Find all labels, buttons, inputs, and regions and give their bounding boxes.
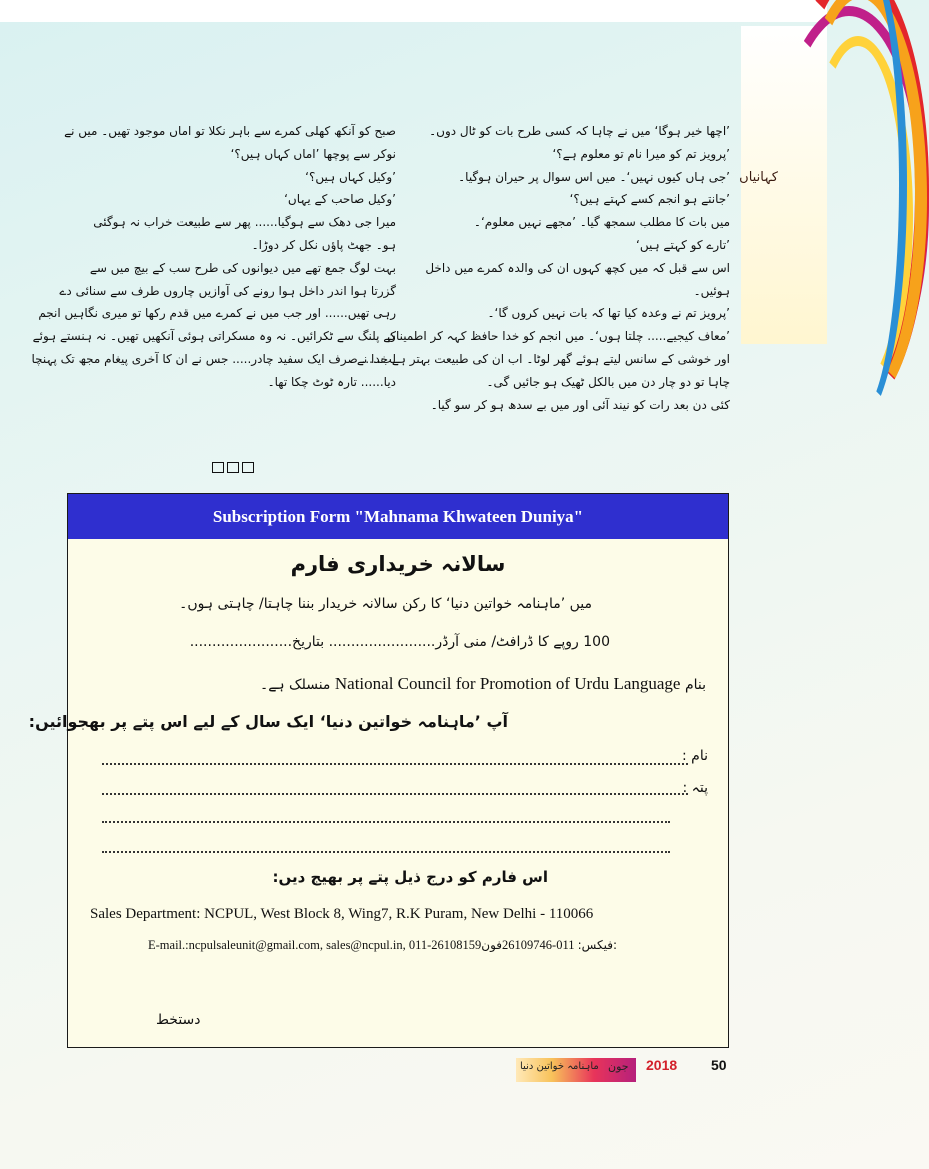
form-title: سالانہ خریداری فارم [290, 552, 506, 576]
story-line: اور خوشی کے سانس لیتے ہوئے گھر لوٹا۔ اب ان کی طبیعت بہتر ہے خدا نے [356, 351, 730, 366]
payee-name: National Council for Promotion of Urdu Language [334, 674, 681, 693]
story-line: چاہا تو دو چار دن میں بالکل ٹھیک ہو جائیں گی۔ [486, 374, 730, 389]
end-marker-square [242, 462, 254, 473]
decorative-swirl-art [741, 26, 827, 344]
payee-line [260, 674, 706, 694]
story-line: گزرتا ہوا اندر داخل ہوا رونے کی آوازیں چاروں طرف سے سنائی دے [59, 283, 396, 298]
contact-line [148, 938, 617, 953]
section-label: کہانیاں [739, 170, 778, 185]
address-field-line-3[interactable] [102, 850, 670, 853]
sales-address: Sales Department: NCPUL, West Block 8, Wing7, R.K Puram, New Delhi - 110066 [90, 906, 594, 922]
contact-phone: 011-26109746 [502, 938, 575, 952]
story-column-right [356, 120, 730, 416]
story-line: ’معاف کیجیے..... چلتا ہوں‘۔ میں انجم کو خدا حافظ کہہ کر اطمینان [387, 329, 730, 344]
page-number: 50 [711, 1057, 727, 1073]
story-line: ہوئیں۔ [693, 283, 730, 298]
name-field[interactable] [102, 762, 688, 765]
story-line: کے پلنگ سے ٹکرائیں۔ نہ وہ مسکراتی ہوئی آنکھیں تھیں۔ نہ ہنستے ہوئے [32, 329, 396, 344]
draft-line[interactable]: 100 روپے کا ڈرافٹ/ منی آرڈر........................ بتاریخ....................... [189, 634, 610, 650]
end-marker-square [227, 462, 239, 473]
story-line: ہو۔ جھٹ پاؤں نکل کر دوڑا۔ [251, 237, 396, 252]
story-line: دیا...... تارہ ٹوٹ چکا تھا۔ [267, 374, 396, 389]
story-line: صبح کو آنکھ کھلی کمرے سے باہر نکلا تو اماں موجود تھیں۔ میں نے [64, 124, 396, 138]
story-line: لب..... صرف ایک سفید چادر..... جس نے ان کا آخری پیغام مجھ تک پہنچا [31, 351, 396, 366]
top-margin [0, 0, 827, 22]
payee-prefix: بنام [684, 677, 706, 693]
story-line: بہت لوگ جمع تھے میں دیوانوں کی طرح سب کے بیچ میں سے [89, 260, 396, 275]
fax-label: فیکس: [577, 938, 613, 952]
story-column-left [31, 120, 396, 394]
end-of-story-marker [212, 462, 254, 473]
send-form-line: اس فارم کو درج ذیل پتے پر بھیج دیں: [272, 868, 548, 886]
story-line: رہی تھیں...... اور جب میں نے کمرے میں قدم رکھا تو میری نگاہیں انجم [38, 306, 396, 321]
story-line: ’وکیل صاحب کے یہاں‘ [284, 192, 396, 207]
story-line: کئی دن بعد رات کو نیند آئی اور میں بے سدھ ہو کر سو گیا۔ [430, 397, 730, 412]
contact-fax: 011-26108159 [408, 938, 482, 952]
signature-label: دستخط [156, 1012, 201, 1028]
address-label: پتہ : [682, 780, 708, 796]
story-line: ’وکیل کہاں ہیں؟‘ [305, 169, 396, 184]
story-line: اس سے قبل کہ میں کچھ کہوں ان کی والدہ کمرے میں داخل [425, 260, 730, 275]
story-line: ’پرویز تم نے وعدہ کیا تھا کہ بات نہیں کروں گا‘۔ [487, 306, 730, 321]
form-header: Subscription Form "Mahnama Khwateen Duniya" [68, 494, 728, 539]
story-line: ’اچھا خیر ہوگا‘ میں نے چاہا کہ کسی طرح بات کو ٹال دوں۔ [429, 124, 730, 138]
subscription-form [28, 493, 729, 1048]
address-field-line-1[interactable] [102, 792, 688, 795]
story-line: نوکر سے پوچھا ’اماں کہاں ہیں؟‘ [230, 146, 396, 161]
story-line: ’جانتے ہو انجم کسے کہتے ہیں؟‘ [569, 192, 730, 207]
form-intro: میں ’ماہنامہ خواتین دنیا‘ کا رکن سالانہ خریدار بننا چاہتا/ چاہتی ہوں۔ [179, 596, 592, 612]
address-field-line-2[interactable] [102, 820, 670, 823]
send-to-line: آپ ’ماہنامہ خواتین دنیا‘ ایک سال کے لیے اس پتے پر بھجوائیں: [28, 712, 508, 731]
story-line: میرا جی دھک سے ہوگیا...... پھر سے طبیعت خراب نہ ہوگئی [93, 215, 396, 230]
footer-year: 2018 [646, 1057, 678, 1073]
contact-email: E-mail.:ncpulsaleunit@gmail.com, sales@ncpul.in, [148, 938, 406, 952]
story-line: ’جی ہاں کیوں نہیں‘۔ میں اس سوال پر حیران ہوگیا۔ [458, 169, 730, 184]
story-line: ’تارے کو کہتے ہیں‘ [636, 237, 730, 252]
end-marker-square [212, 462, 224, 473]
phone-label: فون: [481, 938, 617, 952]
story-line: ’پرویز تم کو میرا نام تو معلوم ہے؟‘ [552, 146, 730, 161]
footer-month: جون [608, 1060, 629, 1073]
payee-suffix: منسلک ہے۔ [259, 677, 331, 693]
story-line: میں بات کا مطلب سمجھ گیا۔ ’مجھے نہیں معلوم‘۔ [473, 215, 730, 230]
footer-magazine-name: ماہنامہ خواتین دنیا [520, 1061, 599, 1072]
name-label: نام : [682, 748, 708, 764]
